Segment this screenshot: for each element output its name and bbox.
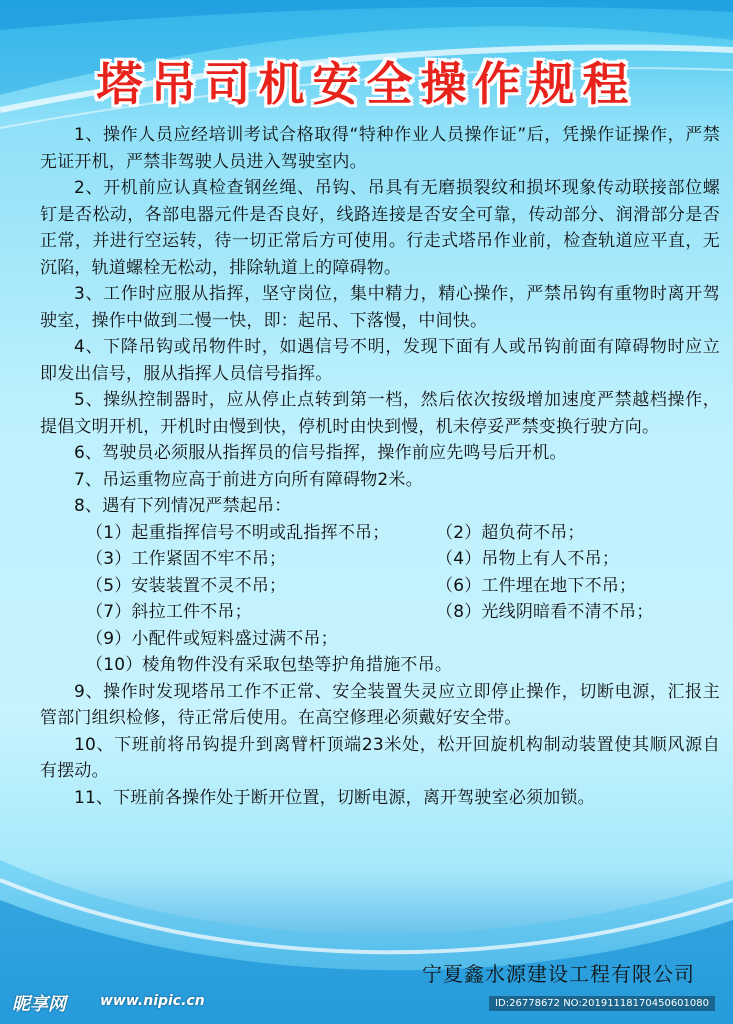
rule-paragraph-11: 11、下班前各操作处于断开位置，切断电源，离开驾驶室必须加锁。 — [74, 787, 595, 808]
condition-item: （2）超负荷不吊； — [436, 522, 585, 543]
watermark-logo: 昵享网 — [12, 994, 66, 1015]
watermark-id: ID:26778672 NO:20191118170450601080 — [489, 996, 715, 1011]
condition-item: （3）工作紧固不牢不吊； — [86, 549, 287, 569]
condition-item: （7）斜拉工件不吊； — [86, 602, 252, 622]
rule-paragraph-10: 10、下班前将吊钩提升到离臂杆顶端23米处，松开回旋机构制动装置使其顺风源自有摆动。 — [40, 734, 720, 781]
rule-paragraph-1: 1、操作人员应经培训考试合格取得“特种作业人员操作证”后，凭操作证操作，严禁无证开机，严禁非驾驶人员进入驾驶室内。 — [40, 125, 720, 172]
rule-paragraph-7: 7、吊运重物应高于前进方向所有障碍物2米。 — [74, 469, 423, 490]
rule-paragraph-2: 2、开机前应认真检查钢丝绳、吊钩、吊具有无磨损裂纹和损坏现象传动联接部位螺钉是否松动，各部电器元件是否良好，线路连接是否安全可靠，传动部分、润滑部分是否正常，并进行空运转，待一切正常后方可使用。行走式塔吊作业前，检查轨道应平直，无沉陷，轨道螺栓无松动，排除轨道上的障碍物。 — [40, 178, 720, 278]
condition-item: （9）小配件或短料盛过满不吊； — [86, 628, 338, 649]
no-lift-conditions — [40, 520, 720, 626]
condition-item: （8）光线阴暗看不清不吊； — [436, 602, 654, 622]
rule-paragraph-3: 3、工作时应服从指挥，坚守岗位，集中精力，精心操作，严禁吊钩有重物时离开驾驶室，操作中做到二慢一快，即：起吊、下落慢，中间快。 — [40, 284, 720, 331]
page-title: 塔吊司机安全操作规程 — [96, 57, 637, 111]
rule-paragraph-5: 5、操纵控制器时，应从停止点转到第一档，然后依次按级增加速度严禁越档操作，提倡文明开机，开机时由慢到快，停机时由快到慢，机未停妥严禁变换行驶方向。 — [40, 390, 720, 437]
condition-item: （5）安装装置不灵不吊； — [86, 575, 287, 596]
watermark-url: www.nipic.cn — [100, 993, 205, 1009]
condition-item: （6）工件埋在地下不吊； — [436, 575, 637, 596]
condition-item: （1）起重指挥信号不明或乱指挥不吊； — [86, 522, 390, 543]
rules-content — [40, 122, 720, 811]
rule-paragraph-6: 6、驾驶员必须服从指挥员的信号指挥，操作前应先鸣号后开机。 — [74, 443, 567, 463]
no-lift-conditions-full — [40, 626, 720, 679]
rule-paragraph-8: 8、遇有下列情况严禁起吊： — [74, 496, 292, 516]
rule-paragraph-9: 9、操作时发现塔吊工作不正常、安全装置失灵应立即停止操作，切断电源，汇报主管部门组织检修，待正常后使用。在高空修理必须戴好安全带。 — [40, 681, 720, 728]
rule-paragraph-4: 4、下降吊钩或吊物件时，如遇信号不明，发现下面有人或吊钩前面有障碍物时应立即发出信号，服从指挥人员信号指挥。 — [40, 337, 720, 384]
condition-item: （4）吊物上有人不吊； — [436, 549, 620, 569]
condition-item: （10）棱角物件没有采取包垫等护角措施不吊。 — [86, 655, 453, 675]
company-name: 宁夏鑫水源建设工程有限公司 — [422, 962, 695, 986]
